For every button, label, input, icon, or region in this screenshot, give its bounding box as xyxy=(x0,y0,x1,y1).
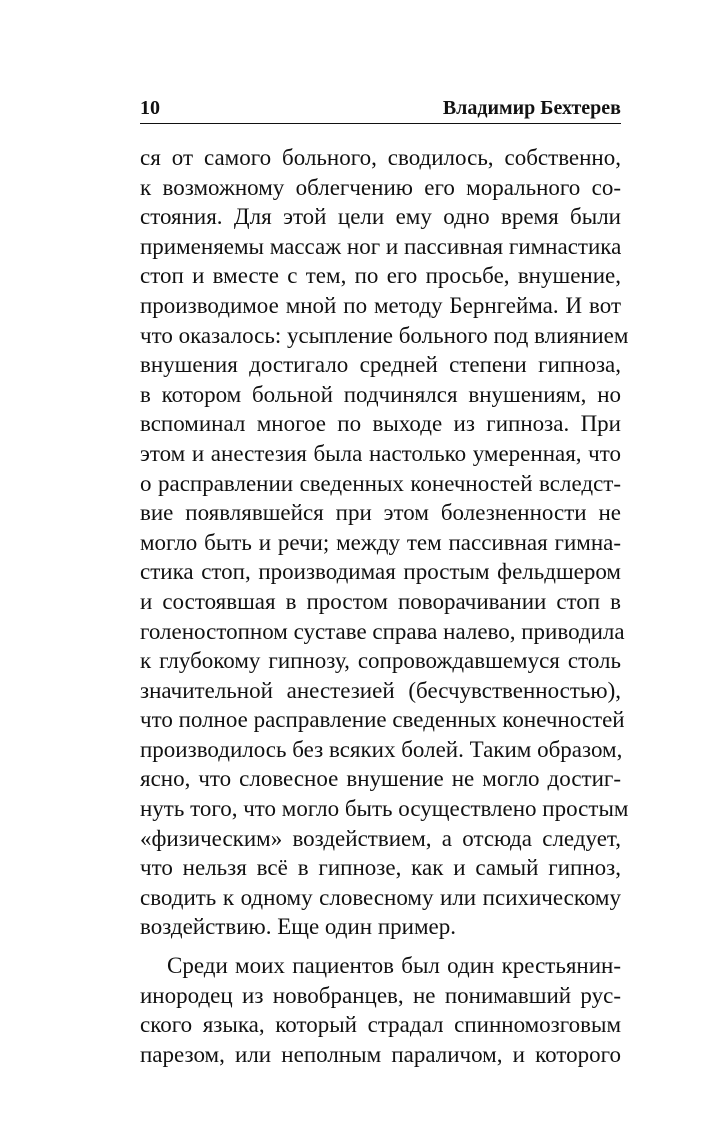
text-line: значительной анестезией (бесчувственностью), xyxy=(140,677,621,703)
text-line: к возможному облегчению его морального со- xyxy=(140,174,621,200)
running-head: Владимир Бехтерев xyxy=(442,97,621,119)
text-line: что нельзя всё в гипнозе, как и самый гипноз, xyxy=(140,855,621,881)
text-line: производилось без всяких болей. Таким образом, xyxy=(140,736,623,762)
text-line: стика стоп, производимая простым фельдшером xyxy=(140,559,621,585)
text-line: этом и анестезия была настолько умеренная, что xyxy=(140,440,621,466)
text-line: что полное расправление сведенных конечностей xyxy=(140,707,625,733)
text-line: и состоявшая в простом поворачивании стоп в xyxy=(140,588,621,614)
text-line: воздействию. Еще один пример. xyxy=(140,914,456,940)
text-line: вспоминал многое по выходе из гипноза. При xyxy=(140,411,621,437)
text-line: голеностопном суставе справа налево, приводила xyxy=(140,618,625,644)
text-line: производимое мной по методу Бернгейма. И вот xyxy=(140,292,621,318)
header-rule xyxy=(140,123,621,124)
text-line: Среди моих пациентов был один крестьянин- xyxy=(167,953,621,979)
text-line: нуть того, что могло быть осуществлено простым xyxy=(140,796,629,822)
text-line: вие появлявшейся при этом болезненности не xyxy=(140,500,621,526)
paragraph-1 xyxy=(140,143,629,942)
text-line: могло быть и речи; между тем пассивная гимна- xyxy=(140,529,621,555)
text-line: инородец из новобранцев, не понимавший рус- xyxy=(140,982,621,1008)
page-header xyxy=(140,96,621,126)
text-line: о расправлении сведенных конечностей вследст- xyxy=(140,470,621,496)
text-line: стоп и вместе с тем, по его просьбе, внушение, xyxy=(140,263,621,289)
paragraph-gap xyxy=(140,942,621,951)
page-number: 10 xyxy=(140,97,160,119)
text-line: что оказалось: усыпление больного под влиянием xyxy=(140,322,629,348)
text-line: ся от самого больного, сводилось, собственно, xyxy=(140,145,621,170)
text-line: ского языка, который страдал спинномозговым xyxy=(140,1012,621,1038)
text-line: «физическим» воздействием, а отсюда следует, xyxy=(140,825,621,851)
text-line: к глубокому гипнозу, сопровождавшемуся столь xyxy=(140,648,621,674)
paragraph-2 xyxy=(140,951,621,1069)
text-line: в котором больной подчинялся внушениям, но xyxy=(140,381,621,407)
body-text xyxy=(140,143,629,1069)
text-line: применяемы массаж ног и пассивная гимнастика xyxy=(140,233,622,259)
text-line: парезом, или неполным параличом, и которого xyxy=(140,1041,621,1067)
text-line: стояния. Для этой цели ему одно время были xyxy=(140,204,621,230)
text-line: внушения достигало средней степени гипноза, xyxy=(140,352,621,378)
text-line: ясно, что словесное внушение не могло достиг- xyxy=(140,766,621,792)
text-line: сводить к одному словесному или психическому xyxy=(140,884,621,910)
